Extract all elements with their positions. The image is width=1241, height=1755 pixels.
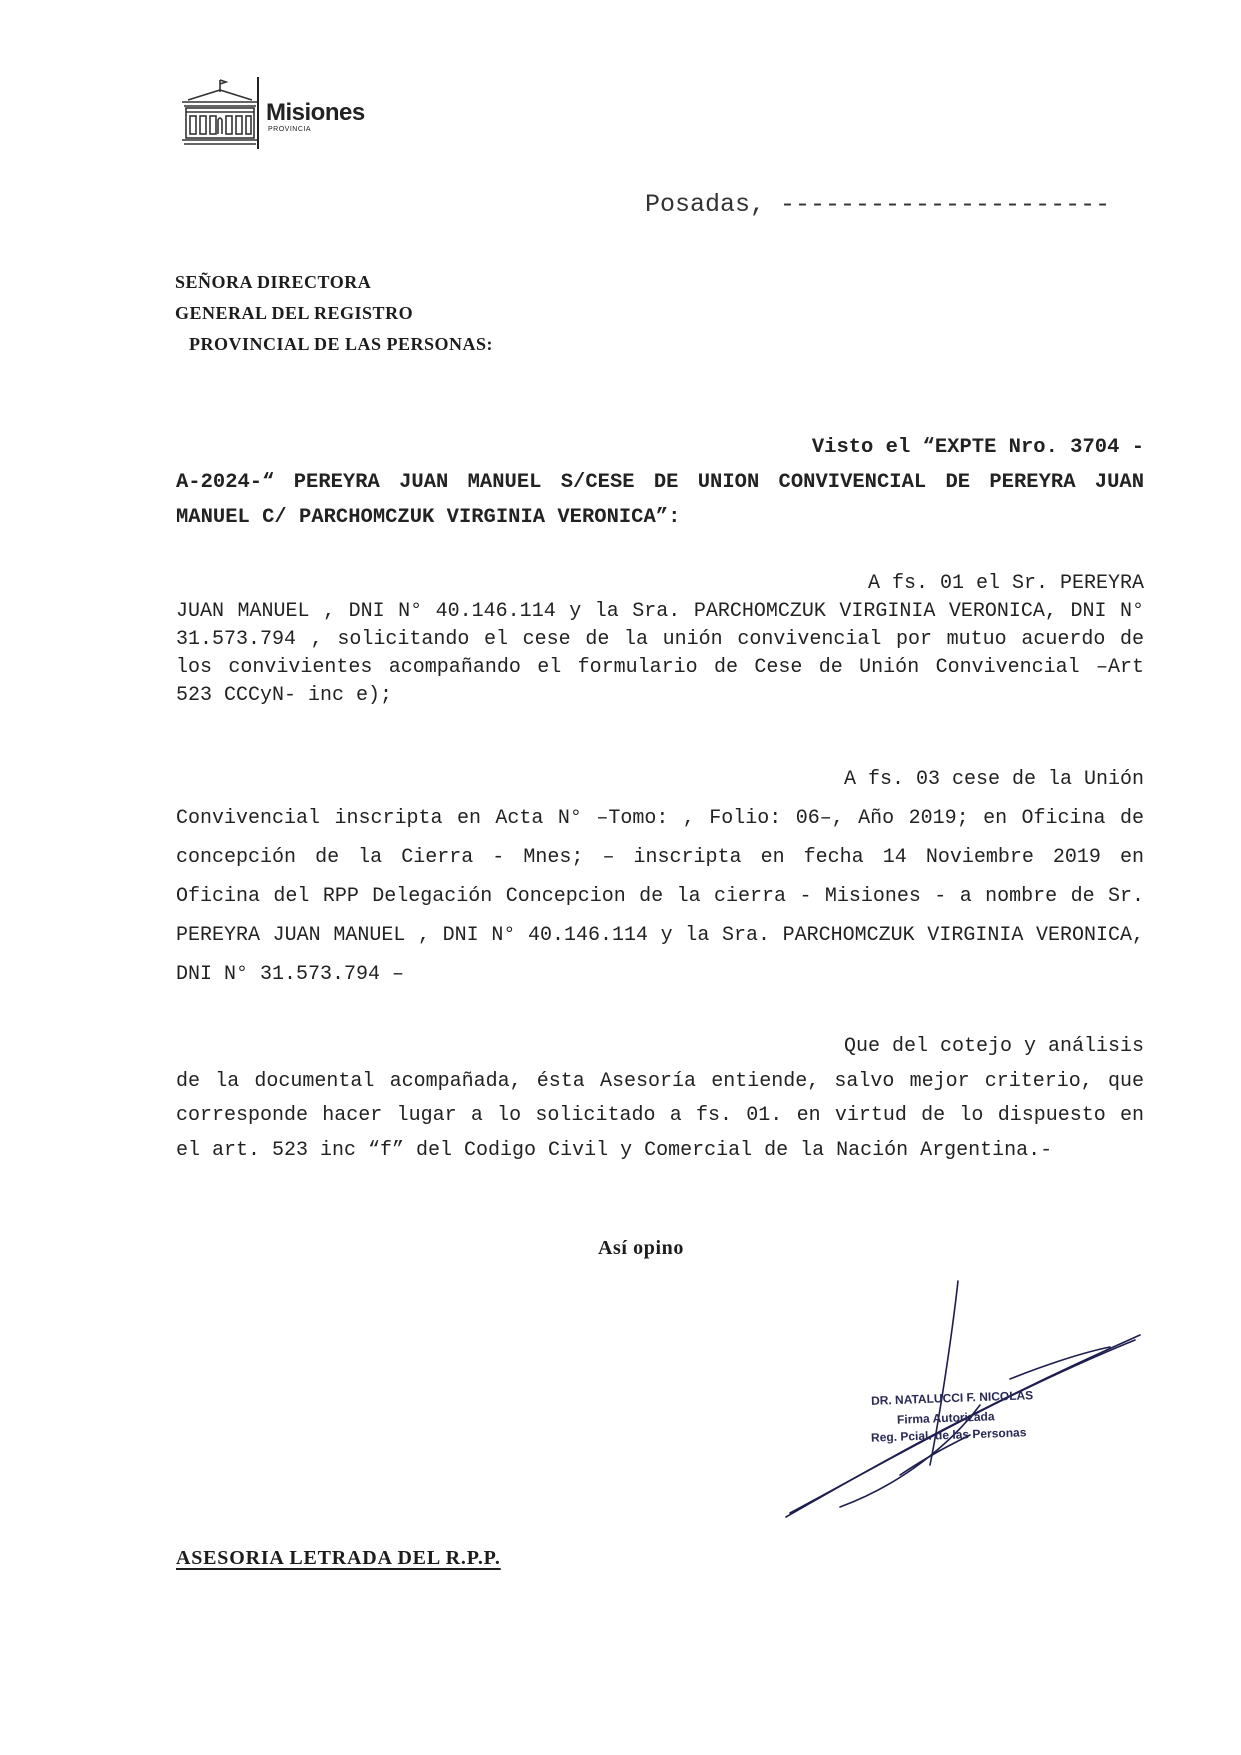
paragraph-registration xyxy=(176,760,1144,994)
paragraph-request-text: JUAN MANUEL , DNI N° 40.146.114 y la Sra. PARCHOMCZUK VIRGINIA VERONICA, DNI N° 31.573.794 , solicitando el cese de la unión convivencial por mutuo acuerdo de los convivientes acompañando el formulario de Cese de Unión Convivencial –Art 523 CCCyN- inc e); xyxy=(176,600,1144,707)
paragraph-opinion-text: de la documental acompañada, ésta Asesoría entiende, salvo mejor criterio, que corresponde hacer lugar a lo solicitado a fs. 01. en virtud de lo dispuesto en el art. 523 inc “f” del Codigo Civil y Comercial de la Nación Argentina.- xyxy=(176,1069,1144,1162)
paragraph-registration-first-line: A fs. 03 cese de la Unión xyxy=(843,768,1144,791)
paragraph-request-first-line: A fs. 01 el Sr. PEREYRA xyxy=(867,572,1144,595)
logo-name: Misiones xyxy=(266,99,365,126)
addressee-line-3: PROVINCIAL DE LAS PERSONAS: xyxy=(189,334,494,354)
case-reference-first-line: Visto el “EXPTE Nro. 3704 - xyxy=(811,436,1144,459)
paragraph-registration-text: Convivencial inscripta en Acta N° –Tomo: , Folio: 06–, Año 2019; en Oficina de concepción de la Cierra - Mnes; – inscripta en fecha 14 Noviembre 2019 en Oficina del RPP Delegación Concepcion de la cierra - Misiones - a nombre de Sr. PEREYRA JUAN MANUEL , DNI N° 40.146.114 y la Sra. PARCHOMCZUK VIRGINIA VERONICA, DNI N° 31.573.794 – xyxy=(176,807,1144,986)
government-building-icon xyxy=(180,76,260,150)
logo-divider xyxy=(257,77,259,149)
case-reference xyxy=(176,430,1144,535)
paragraph-opinion xyxy=(176,1030,1144,1168)
logo-subtitle: PROVINCIA xyxy=(268,126,312,133)
paragraph-request xyxy=(176,570,1144,710)
stamp-title: Firma Autorizada xyxy=(896,1409,995,1427)
place-date-line: Posadas, ---------------------- xyxy=(645,190,1111,219)
paragraph-opinion-first-line: Que del cotejo y análisis xyxy=(843,1035,1144,1058)
stamp-office: Reg. Pcial. de las Personas xyxy=(870,1425,1027,1445)
case-reference-text: A-2024-“ PEREYRA JUAN MANUEL S/CESE DE UNION CONVIVENCIAL DE PEREYRA JUAN MANUEL C/ PARCHOMCZUK VIRGINIA VERONICA”: xyxy=(176,471,1144,529)
addressee-line-2: GENERAL DEL REGISTRO xyxy=(175,303,414,323)
addressee-line-1: SEÑORA DIRECTORA xyxy=(175,272,372,292)
closing-phrase: Así opino xyxy=(598,1237,684,1259)
stamp-name: DR. NATALUCCI F. NICOLAS xyxy=(870,1388,1034,1408)
office-footer: ASESORIA LETRADA DEL R.P.P. xyxy=(176,1547,501,1569)
